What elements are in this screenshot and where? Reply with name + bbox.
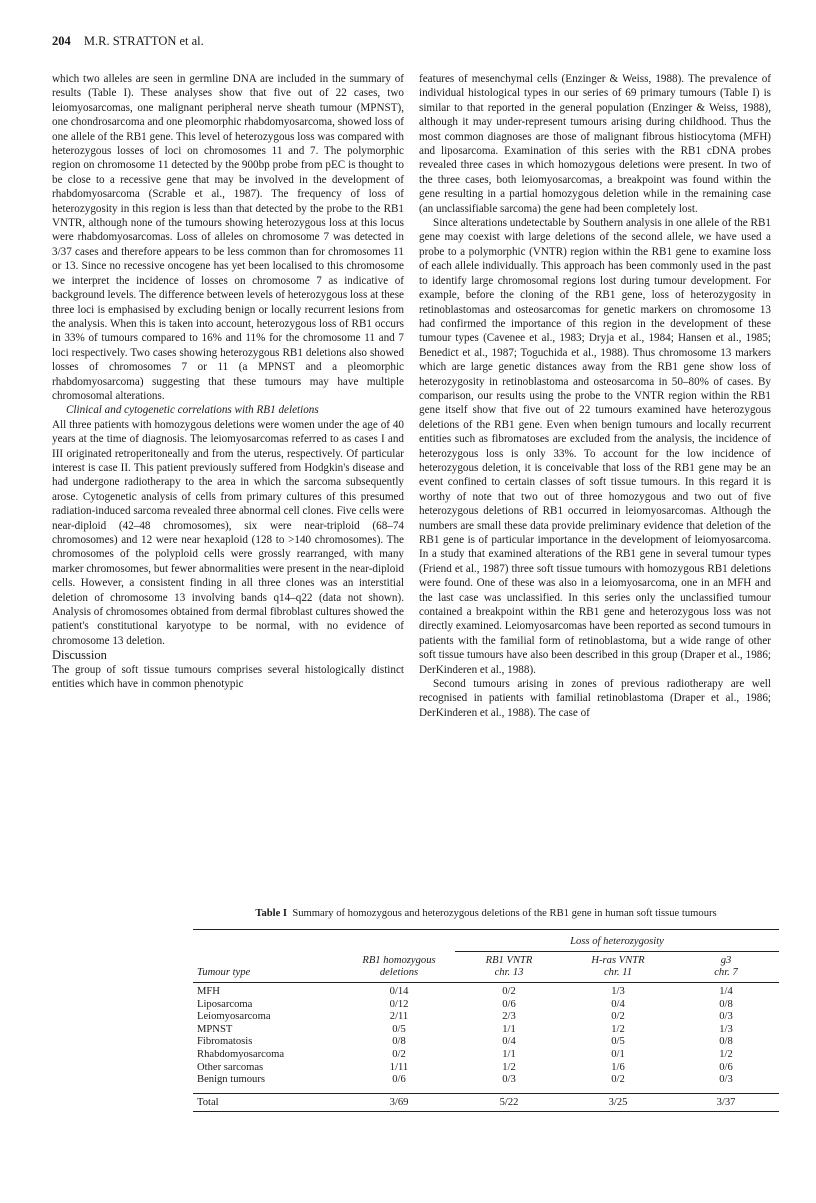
table-label: Table I bbox=[255, 908, 288, 919]
table-cell: Benign tumours bbox=[197, 1074, 265, 1086]
table-cell: Fibromatosis bbox=[197, 1036, 253, 1048]
table-cell: 1/2 bbox=[502, 1061, 516, 1073]
table-cell: 0/6 bbox=[502, 998, 516, 1010]
table-row bbox=[193, 1049, 779, 1062]
subheading: Clinical and cytogenetic correlations with RB1 deletions bbox=[66, 404, 319, 417]
table-cell: 0/8 bbox=[392, 1036, 406, 1048]
table-cell: 0/4 bbox=[502, 1036, 516, 1048]
paragraph: The group of soft tissue tumours comprises several histologically distinct entities which have in common phenotypic bbox=[52, 663, 404, 691]
paragraph: which two alleles are seen in germline DNA are included in the summary of results (Table I). These analyses show that five out of 22 cases, two leiomyosarcomas, one malignant peripheral nerve sheath tumour (MPNST), one chondrosarcoma and one pleomorphic rhabdomyosarcoma, showed loss of one allele of the RB1 gene. This level of heterozygous loss was compared with heterozygous losses of loci on chromosomes 11 and 7. The polymorphic region on chromosome 11 detected by the 900bp probe from pEC is thought to be close to a recessive gene that may be involved in the development of rhabdomyosarcoma (Scrable et al., 1987). The frequency of loss of heterozygosity in this region is less than that detected by the probe to the RB1 VNTR, although none of the tumours showing heterozygous loss at this locus were rhabdomyosarcomas. Loss of alleles on chromosome 7 was detected in 3/37 cases and therefore appears to be less common than for chromosomes 11 or 13. Since no recessive oncogene has yet been localised to this chromosome we interpret the incidence of losses on chromosome 7 as indicative of background levels. The difference between levels of heterozygous loss at these three loci is emphasised by excluding benign or locally recurrent lesions from the analysis. When this is taken into account, heterozygous loss of RB1 occurs in 33% of tumours compared to 16% and 11% for the chromosome 11 and 7 loci respectively. Two cases showing heterozygous RB1 deletions also showed losses of chromosomes 7 or 11 (a MPNST and a pleomorphic rhabdomyosarcoma) suggesting that these tumours may have multiple chromosomal alterations. bbox=[52, 73, 404, 402]
table-caption-text: Summary of homozygous and heterozygous deletions of the RB1 gene in human soft tissue tumours bbox=[292, 908, 717, 919]
table-cell: Total bbox=[197, 1096, 219, 1108]
table-cell: 0/2 bbox=[392, 1048, 406, 1060]
table-row bbox=[193, 1011, 779, 1024]
running-title: M.R. STRATTON et al. bbox=[83, 34, 204, 48]
paragraph: Since alterations undetectable by Southern analysis in one allele of the RB1 gene may coexist with large deletions of the second allele, we have used a probe to a polymorphic (VNTR) region within the RB1 gene to examine loss of each allele individually. This approach has been commonly used in the past to identify large chromosomal regions lost during tumour development. For example, before the cloning of the RB1 gene, loss of heterozygosity in retinoblastomas and osteosarcomas for genetic markers on chromosome 13 had confirmed the importance of this region in the development of these tumour types (Cavenee et al., 1983; Dryja et al., 1984; Hansen et al., 1985; Benedict et al., 1987; Toguchida et al., 1988). Thus chromosome 13 markers which are large genetic distances away from the RB1 gene show loss of heterozygosity in retinoblastoma and osteosarcoma in 50–80% of cases. By comparison, our results using the probe to the VNTR region within the RB1 gene itself show that five out of 22 tumours examined have heterozygous deletions of the RB1 gene. Even when benign tumours and locally recurrent entities such as fibromatoses are excluded from the analysis, the incidence of heterozygous loss is only 33%. To account for the low incidence of heterozygous deletion, it is conceivable that loss of the RB1 gene may be an event confined to certain classes of soft tissue tumours. In this regard it is worthy of note that two out of three homozygous and two out of five heterozygous deletions of RB1 occurred in leiomyosarcomas. Although the numbers are small these data provide preliminary evidence that deletion of the RB1 gene is of particular importance in the development of leiomyosarcoma. In a study that examined alterations of the RB1 gene in several tumour types (Friend et al., 1987) three soft tissue tumours with homozygous RB1 deletions were found. One of these was also in a leiomyosarcoma, one in an MFH and the last case was unclassified. In this series only the unclassified tumour contained a breakpoint within the RB1 gene and heterozygous loss was not directly examined. Leiomyosarcomas have been reported as second tumours in patients with the familial form of retinoblastoma, but a wide range of other soft tissue tumours have also been described in this group (Draper et al., 1986; DerKinderen et al., 1988). bbox=[419, 217, 771, 676]
table-cell: 1/6 bbox=[611, 1061, 625, 1073]
table-cell: 1/2 bbox=[611, 1023, 625, 1035]
table-row bbox=[193, 1074, 779, 1087]
table-row bbox=[193, 983, 779, 999]
paragraph: Second tumours arising in zones of previous radiotherapy are well recognised in patients with familial retinoblastoma (Draper et al., 1986; DerKinderen et al., 1988). The case of bbox=[419, 678, 771, 719]
table-cell: 1/4 bbox=[719, 986, 733, 997]
table-row bbox=[193, 999, 779, 1012]
column-header: Tumour type bbox=[197, 967, 251, 978]
table-cell: 2/11 bbox=[389, 1011, 409, 1023]
table-cell: 3/25 bbox=[608, 1096, 628, 1108]
table-cell: 0/2 bbox=[611, 1011, 625, 1023]
table-row-total bbox=[193, 1093, 779, 1111]
column-header: RB1 VNTR bbox=[485, 955, 533, 966]
column-header: H-ras VNTR bbox=[591, 955, 645, 966]
table-cell: 0/2 bbox=[611, 1074, 625, 1086]
table-cell: 1/1 bbox=[502, 1048, 516, 1060]
table-cell: MFH bbox=[197, 986, 220, 997]
left-column bbox=[52, 72, 404, 691]
table-row bbox=[193, 1062, 779, 1075]
table-cell: Other sarcomas bbox=[197, 1061, 264, 1073]
page-number: 204 bbox=[52, 34, 71, 48]
table-cell: 0/3 bbox=[502, 1074, 516, 1086]
table-cell: 0/2 bbox=[502, 986, 516, 997]
table-cell: 3/69 bbox=[389, 1096, 409, 1108]
column-header: RB1 homozygous bbox=[362, 955, 436, 966]
column-header: deletions bbox=[379, 967, 419, 978]
right-column bbox=[419, 72, 771, 720]
paragraph: All three patients with homozygous deletions were women under the age of 40 years at the time of diagnosis. The leiomyosarcomas referred to as cases I and III originated retroperitoneally and from the uterus, respectively. Of particular interest is case II. This patient previously suffered from Hodgkin's disease and had undergone radiotherapy to the area in which the sarcoma subsequently arose. Cytogenetic analysis of cells from primary cultures of this presumed radiation-induced sarcoma revealed three abnormal cell clones. Five cells were near-diploid (42–48 chromosomes), six were near-triploid (68–74 chromosomes) and 12 were near hexaploid (128 to >140 chromosomes). The chromosomes of the polyploid cells were grossly rearranged, with many marker chromosomes, but fewer abnormalities were present in the near-diploid cells. However, a consistent finding in all three clones was an interstitial deletion of chromosome 13 involving bands q14–q22 (data not shown). Analysis of chromosomes obtained from dermal fibroblast cultures showed the patient's constitutional karyotype to be normal, with no evidence of chromosome 13 deletion. bbox=[52, 418, 405, 647]
table-cell: 0/5 bbox=[611, 1036, 625, 1048]
table-cell: 2/3 bbox=[502, 1011, 516, 1023]
table-1 bbox=[193, 907, 779, 1112]
table-cell: 0/3 bbox=[719, 1074, 733, 1086]
table-cell: 1/11 bbox=[389, 1061, 409, 1073]
column-header: chr. 7 bbox=[714, 967, 738, 978]
table-cell: 0/5 bbox=[392, 1023, 406, 1035]
paragraph: features of mesenchymal cells (Enzinger & Weiss, 1988). The prevalence of individual histological types in our series of 69 primary tumours (Table I) is similar to that reported in the general population (Enzinger & Weiss, 1988), although it may under-represent tumours arising during childhood. Thus the most common diagnoses are those of malignant fibrous histiocytoma (MFH) and liposarcoma. Examination of this series with the RB1 cDNA probes revealed three cases in which homozygous deletions were present. In two of the three cases, both leiomyosarcomas, a breakpoint was found within the gene resulting in a partial homozygous deletion while in the remaining case (an unclassifiable sarcoma) the gene had been completely lost. bbox=[419, 73, 771, 215]
table-cell: 1/3 bbox=[719, 1023, 733, 1035]
page-header bbox=[52, 34, 204, 49]
column-header: chr. 11 bbox=[603, 967, 633, 978]
table-cell: 1/3 bbox=[611, 986, 625, 997]
table-cell: Liposarcoma bbox=[197, 998, 253, 1010]
data-table bbox=[193, 929, 779, 1112]
table-row bbox=[193, 1024, 779, 1037]
table-cell: 0/14 bbox=[389, 986, 409, 997]
table-cell: 0/3 bbox=[719, 1011, 733, 1023]
table-row bbox=[193, 1036, 779, 1049]
table-cell: Leiomyosarcoma bbox=[197, 1011, 271, 1023]
section-heading: Discussion bbox=[52, 648, 107, 663]
table-caption bbox=[193, 907, 779, 921]
table-cell: MPNST bbox=[197, 1023, 233, 1035]
table-cell: 1/2 bbox=[719, 1048, 733, 1060]
column-header: chr. 13 bbox=[494, 967, 524, 978]
table-cell: 0/6 bbox=[392, 1074, 406, 1086]
column-header: g3 bbox=[720, 955, 732, 966]
table-cell: 0/8 bbox=[719, 998, 733, 1010]
loh-group-header: Loss of heterozygosity bbox=[455, 936, 779, 952]
table-cell: 0/6 bbox=[719, 1061, 733, 1073]
table-cell: 1/1 bbox=[502, 1023, 516, 1035]
table-cell: 3/37 bbox=[716, 1096, 736, 1108]
table-cell: Rhabdomyosarcoma bbox=[197, 1048, 285, 1060]
table-cell: 5/22 bbox=[499, 1096, 519, 1108]
table-cell: 0/1 bbox=[611, 1048, 625, 1060]
table-cell: 0/4 bbox=[611, 998, 625, 1010]
table-cell: 0/12 bbox=[389, 998, 409, 1010]
table-cell: 0/8 bbox=[719, 1036, 733, 1048]
